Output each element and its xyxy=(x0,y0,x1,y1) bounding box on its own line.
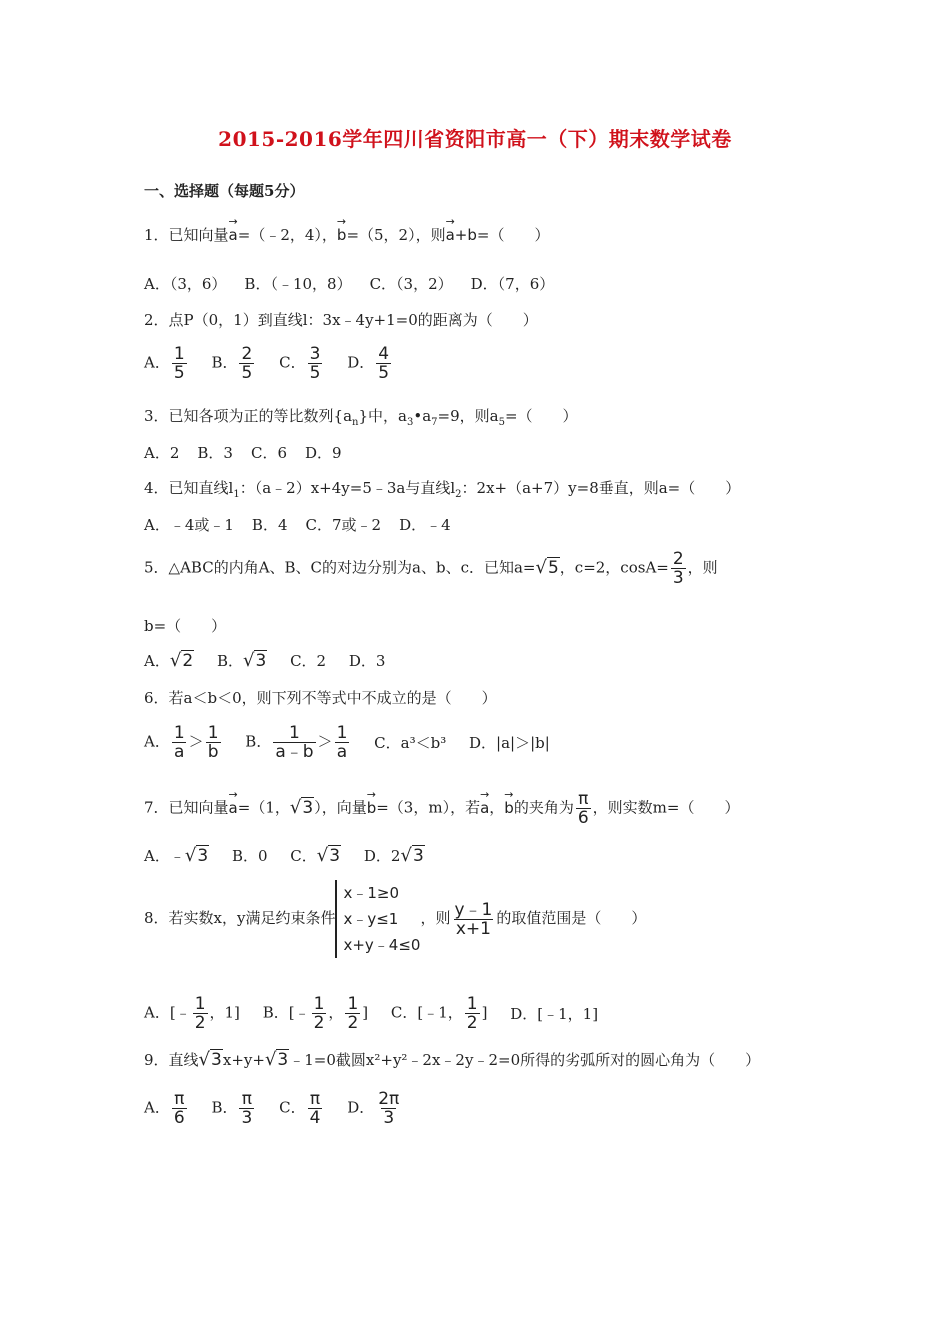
option-a[interactable]: A． $\frac{1}{a}$ ＞ $\frac{1}{b}$ xyxy=(144,723,219,762)
fraction: $\frac{1}{5}$ xyxy=(173,344,185,383)
option-a[interactable]: A．√2 xyxy=(144,650,194,671)
question-7: 7．已知向量→ a=（1，√3），向量→ b=（3，m），若→ a，→ b的夹角为 $\frac{\pi}{6}$ ，则实数m=（ ） xyxy=(144,790,739,827)
vector-a-plus-b: → a+b xyxy=(446,225,477,245)
option-d[interactable]: D．3 xyxy=(348,652,386,670)
question-9-options xyxy=(144,1090,421,1127)
option-a[interactable]: A． $\frac{1}{5}$ xyxy=(144,344,185,383)
option-c[interactable]: C． $\frac{3}{5}$ xyxy=(279,344,321,383)
question-3: 3．已知各项为正的等比数列$\{a_n\}$中，$a_3•a_7=9$，则$a_5=$（ ） xyxy=(144,407,578,428)
vector-b: → b xyxy=(337,225,347,245)
option-d[interactable]: D． $\frac{4}{5}$ xyxy=(347,344,390,383)
option-b[interactable]: B．[﹣ $\frac{1}{2}$ ， $\frac{1}{2}$ ] xyxy=(262,994,369,1033)
section-heading: 一、选择题（每题5分） xyxy=(144,182,305,200)
question-6-options xyxy=(144,724,568,761)
option-b[interactable]: B．0 xyxy=(231,847,268,865)
option-a[interactable]: A．[﹣ $\frac{1}{2}$ ，1] xyxy=(144,994,240,1033)
question-5-line2: b=（ ） xyxy=(144,617,227,635)
question-5-options xyxy=(144,650,403,671)
question-9: 9．直线√3x+y+√3﹣1=0截圆x²+y²﹣2x﹣2y﹣2=0所得的劣弧所对的圆心角为（ ） xyxy=(144,1049,761,1070)
question-1: 1．已知向量→ a=（﹣2，4），→ b=（5，2），则→ a+b=（ ） xyxy=(144,225,549,245)
option-b[interactable]: B．4 xyxy=(251,516,288,534)
option-c[interactable]: C．（3，2） xyxy=(369,275,453,293)
option-c[interactable]: C．7或﹣2 xyxy=(305,516,382,534)
question-1-options xyxy=(144,273,572,294)
question-8: 8．若实数x，y满足约束条件 x﹣1≥0 x﹣y≤1 x+y﹣4≤0 ，则 $\frac{y﹣1}{x+1}$ 的取值范围是（ ） xyxy=(144,880,646,958)
option-c[interactable]: C． $\frac{\pi}{4}$ xyxy=(279,1089,321,1128)
fraction: $\frac{3}{5}$ xyxy=(309,344,321,383)
option-a[interactable]: A． $\frac{\pi}{6}$ xyxy=(144,1089,185,1128)
question-6: 6．若a＜b＜0，则下列不等式中不成立的是（ ） xyxy=(144,689,497,707)
question-2: 2．点P（0，1）到直线l：3x﹣4y+1=0的距离为（ ） xyxy=(144,311,538,329)
question-4: 4．已知直线$l_1$：（a﹣2）x+4y=5﹣3a与直线$l_2$：2x+（a+7）y=8垂直，则a=（ ） xyxy=(144,479,741,500)
fraction: $\frac{4}{5}$ xyxy=(378,344,390,383)
question-3-options xyxy=(144,442,360,463)
option-b[interactable]: B．（﹣10，8） xyxy=(244,275,352,293)
option-c[interactable]: C．√3 xyxy=(290,845,341,866)
option-a[interactable]: A．﹣√3 xyxy=(144,845,209,866)
question-5: 5．△ABC的内角A、B、C的对边分别为a、b、c．已知a=√5，c=2，cosA= $\frac{2}{3}$ ，则 xyxy=(144,549,718,588)
option-c[interactable]: C．[﹣1， $\frac{1}{2}$ ] xyxy=(390,994,488,1033)
option-d[interactable]: D．[﹣1，1] xyxy=(510,1004,599,1023)
question-4-options xyxy=(144,514,469,535)
option-b[interactable]: B．3 xyxy=(197,444,233,462)
option-c[interactable]: C．6 xyxy=(250,444,287,462)
question-8-options xyxy=(144,995,616,1032)
option-a[interactable]: A．﹣4或﹣1 xyxy=(144,516,234,534)
option-d[interactable]: D．2√3 xyxy=(363,845,424,866)
vector-a: → a xyxy=(229,225,238,245)
option-a[interactable]: A．2 xyxy=(144,444,180,462)
option-d[interactable]: D．﹣4 xyxy=(399,516,451,534)
exam-title: 2015-2016学年四川省资阳市高一（下）期末数学试卷 xyxy=(218,127,732,151)
option-c[interactable]: C．2 xyxy=(290,652,327,670)
question-2-options xyxy=(144,345,411,382)
constraint-system: x﹣1≥0 x﹣y≤1 x+y﹣4≤0 xyxy=(335,880,420,958)
option-c[interactable]: C．a³＜b³ xyxy=(374,733,447,752)
fraction: $\frac{2}{5}$ xyxy=(241,344,253,383)
option-d[interactable]: D． $\frac{2\pi}{3}$ xyxy=(347,1089,400,1128)
option-b[interactable]: B．√3 xyxy=(216,650,267,671)
option-d[interactable]: D．（7，6） xyxy=(470,275,555,293)
question-7-options xyxy=(144,845,443,866)
sqrt: √5 xyxy=(535,556,559,578)
option-b[interactable]: B． $\frac{\pi}{3}$ xyxy=(211,1089,253,1128)
fraction: $\frac{2}{3}$ xyxy=(672,549,684,588)
option-b[interactable]: B． $\frac{1}{a﹣b}$ ＞ $\frac{1}{a}$ xyxy=(245,723,348,762)
option-d[interactable]: D．9 xyxy=(305,444,342,462)
option-a[interactable]: A．（3，6） xyxy=(144,275,227,293)
option-d[interactable]: D．|a|＞|b| xyxy=(469,733,550,752)
option-b[interactable]: B． $\frac{2}{5}$ xyxy=(211,344,253,383)
